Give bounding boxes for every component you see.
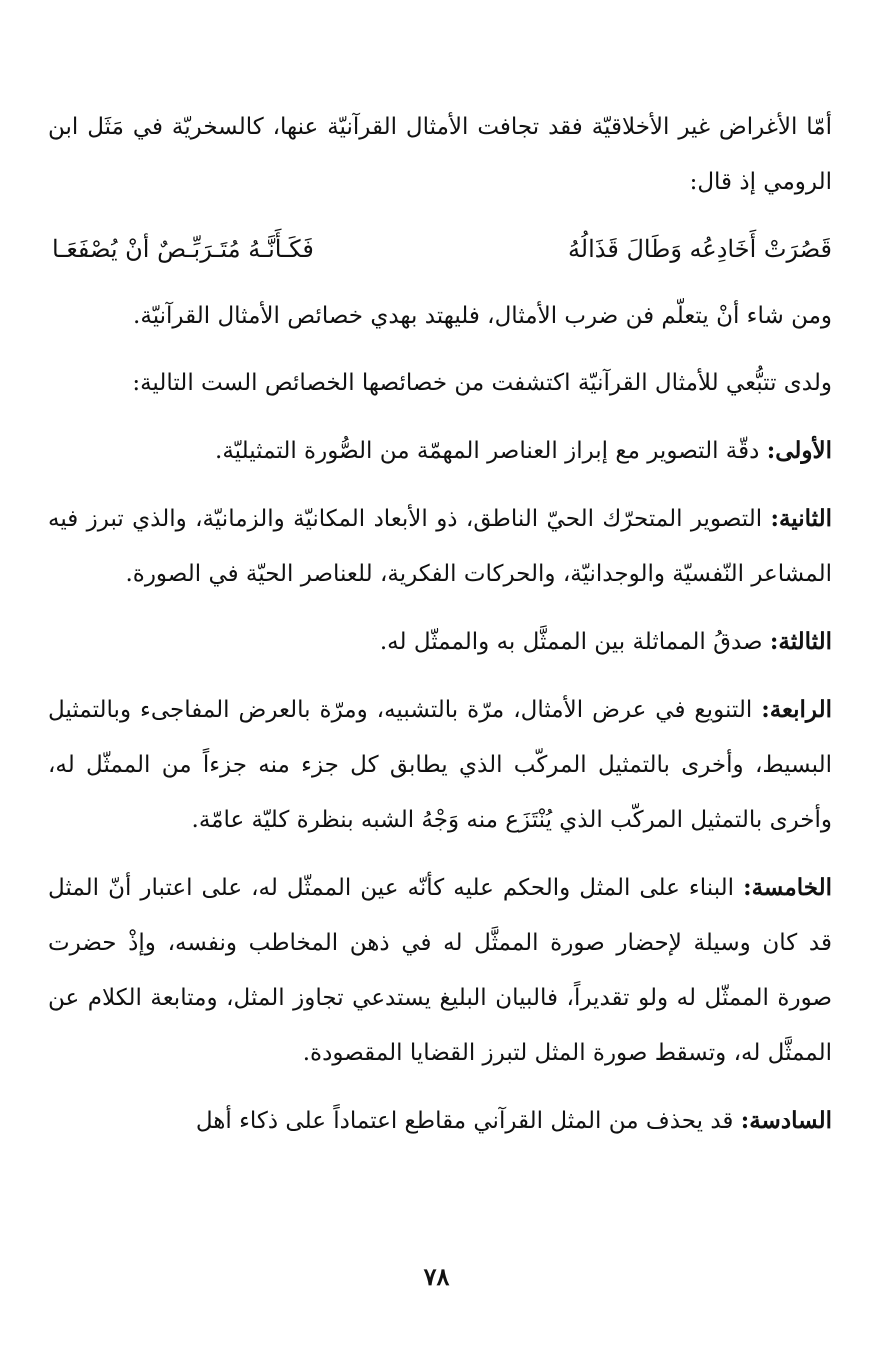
- poem-verse: [48, 222, 832, 277]
- poem-first-hemistich: قَصُرَتْ أَخَادِعُه وَطَالَ قَذَالُهُ: [567, 235, 832, 263]
- feature-first-text: دقّة التصوير مع إبراز العناصر المهمّة من الصُّورة التمثيليّة.: [215, 438, 767, 464]
- feature-first-label: الأولى:: [766, 437, 832, 464]
- paragraph-six-features: ولدى تتبُّعي للأمثال القرآنيّة اكتشفت من خصائصها الخصائص الست التالية:: [132, 370, 832, 396]
- page-body: [48, 100, 832, 1161]
- feature-fourth-label: الرابعة:: [761, 696, 832, 723]
- feature-third-text: صدقُ المماثلة بين الممثَّل به والممثّل له.: [379, 629, 770, 655]
- feature-third-label: الثالثة:: [769, 628, 832, 655]
- feature-sixth-label: السادسة:: [740, 1107, 832, 1134]
- feature-sixth-text: قد يحذف من المثل القرآني مقاطع اعتماداً على ذكاء أهل: [195, 1108, 741, 1134]
- feature-first: [48, 423, 832, 479]
- feature-fifth-text: البناء على المثل والحكم عليه كأنّه عين الممثّل له، على اعتبار أنّ المثل قد كان وسيلة لإحضار صورة الممثَّل له في ذهن المخاطب ونفسه، وإذْ حضرت صورة الممثّل له ولو تقديراً، فالبيان البليغ يستدعي تجاوز المثل، ومتابعة الكلام عن الممثَّل له، وتسقط صورة المثل لتبرز القضايا المقصودة.: [48, 875, 832, 1066]
- feature-fifth: [48, 860, 832, 1081]
- page-number: ٧٨: [423, 1262, 450, 1291]
- poem-second-hemistich: فَكَـأَنَّـهُ مُتَـرَبِّـصٌ أنْ يُصْفَعَـا: [52, 235, 314, 263]
- paragraph-advice: ومن شاء أنْ يتعلّم فن ضرب الأمثال، فليهتد بهدي خصائص الأمثال القرآنيّة.: [133, 303, 832, 329]
- paragraph-intro: أمّا الأغراض غير الأخلاقيّة فقد تجافت الأمثال القرآنيّة عنها، كالسخريّة في مَثَل ابن الرومي إذ قال:: [48, 114, 832, 195]
- feature-third: [48, 614, 832, 670]
- feature-fourth-text: التنويع في عرض الأمثال، مرّة بالتشبيه، ومرّة بالعرض المفاجىء وبالتمثيل البسيط، وأخرى بالتمثيل المركّب الذي يطابق كل جزء منه جزءاً من الممثّل له، وأخرى بالتمثيل المركّب الذي يُنْتَزَع منه وَجْهُ الشبه بنظرة كليّة عامّة.: [48, 697, 832, 833]
- feature-second-text: التصوير المتحرّك الحيّ الناطق، ذو الأبعاد المكانيّة والزمانيّة، والذي تبرز فيه المشاعر النّفسيّة والوجدانيّة، والحركات الفكرية، للعناصر الحيّة في الصورة.: [48, 506, 832, 587]
- feature-fourth: [48, 682, 832, 848]
- feature-second: [48, 491, 832, 602]
- feature-second-label: الثانية:: [770, 505, 832, 532]
- feature-fifth-label: الخامسة:: [743, 874, 832, 901]
- feature-sixth: [48, 1093, 832, 1149]
